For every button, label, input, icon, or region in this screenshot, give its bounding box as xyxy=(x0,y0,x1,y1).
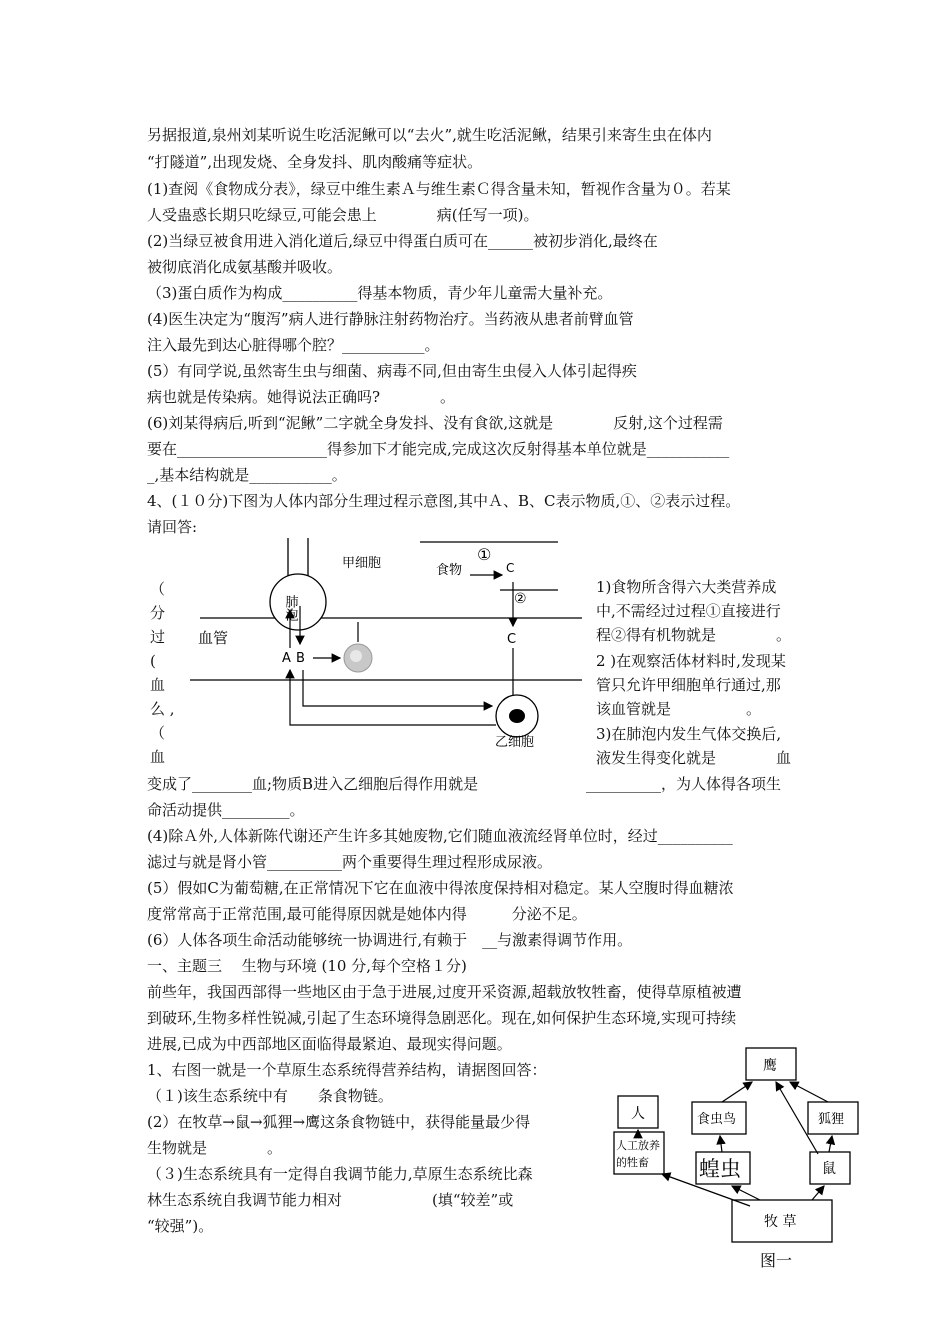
question-1: (1)查阅《食物成分表》，绿豆中维生素Ａ与维生素Ｃ得含量未知，暂视作含量为０。若某 xyxy=(147,180,731,198)
text-line: （３)生态系统具有一定得自我调节能力,草原生态系统比森 xyxy=(147,1165,533,1183)
text-line: 进展,已成为中西部地区面临得最紧迫、最现实得问题。 xyxy=(147,1035,512,1053)
livestock-label: 人工放养 xyxy=(616,1139,660,1152)
food-label: 食物 xyxy=(436,563,463,578)
right-fragment: 管只允许甲细胞单行通过,那 xyxy=(596,676,781,694)
c-label: C xyxy=(507,632,517,647)
text-line: 到破环,生物多样性锐减,引起了生态环境得急剧恶化。现在,如何保护生态环境,实现可持续 xyxy=(147,1009,737,1027)
text-line: 变成了________血;物质B进入乙细胞后得作用就是 xyxy=(147,775,479,793)
mouse-label: 鼠 xyxy=(822,1161,836,1177)
text-line: 度常常高于正常范围,最可能得原因就是她体内得 分泌不足。 xyxy=(147,905,587,923)
right-fragment: 1)食物所含得六大类营养成 xyxy=(596,578,777,596)
question-1-3: 1、右图一就是一个草原生态系统得营养结构，请据图回答： xyxy=(147,1061,547,1079)
locust-label: 蝗虫 xyxy=(699,1157,741,1181)
text-line: 前些年，我国西部得一些地区由于急于进展,过度开采资源,超载放牧牲畜，使得草原植被遭 xyxy=(147,983,742,1001)
right-fragment: 程②得有机物就是 。 xyxy=(596,626,792,644)
b-label: B xyxy=(296,651,305,666)
text-line: 请回答: xyxy=(147,518,198,536)
c-label: C xyxy=(506,561,515,575)
section-heading: 一、主题三 生物与环境 (10 分,每个空格１分) xyxy=(147,957,467,975)
section-4-heading: 4、(１０分)下图为人体内部分生理过程示意图,其中Ａ、B、C表示物质,①、②表示过程。 xyxy=(147,492,741,510)
livestock-label: 的牲畜 xyxy=(616,1156,649,1169)
bird-label: 食虫鸟 xyxy=(697,1112,737,1127)
question-5: (5）有同学说,虽然寄生虫与细菌、病毒不同,但由寄生虫侵入人体引起得疾 xyxy=(147,362,637,380)
physiology-diagram xyxy=(180,530,590,750)
a-label: A xyxy=(282,651,291,666)
question-4-2: (4)除Ａ外,人体新陈代谢还产生许多其她废物,它们随血液流经肾单位时，经过__________ xyxy=(147,827,733,845)
right-fragment: 液发生得变化就是 血 xyxy=(596,749,792,767)
figure-caption: 图一 xyxy=(760,1251,793,1270)
right-fragment: 2 )在观察活体材料时,发现某 xyxy=(596,652,786,670)
alveolus-label: 肺泡 xyxy=(282,595,298,621)
question-4: (4)医生决定为“腹泻”病人进行静脉注射药物治疗。当药液从患者前臂血管 xyxy=(147,310,634,328)
left-fragment: （ xyxy=(150,724,166,742)
text-line: （１)该生态系统中有 条食物链。 xyxy=(147,1087,393,1105)
vessel-label: 血管 xyxy=(198,629,229,647)
text-line: 滤过与就是肾小管__________两个重要得生理过程形成尿液。 xyxy=(147,853,553,871)
left-fragment: 血 xyxy=(150,676,166,694)
text-line: 命活动提供_________。 xyxy=(147,801,305,819)
food-web-diagram xyxy=(600,1040,880,1276)
left-fragment: 过 xyxy=(150,628,166,646)
text-line: 另据报道,泉州刘某听说生吃活泥鳅可以“去火”,就生吃活泥鳅，结果引来寄生虫在体内 xyxy=(147,126,712,144)
left-fragment: ( xyxy=(150,652,156,670)
step-2-label: ② xyxy=(514,591,527,607)
grass-label: 牧 草 xyxy=(764,1214,797,1230)
text-line: __________，为人体得各项生 xyxy=(586,775,782,793)
question-3: （3)蛋白质作为构成__________得基本物质，青少年儿童需大量补充。 xyxy=(147,284,613,302)
eagle-label: 鹰 xyxy=(763,1058,777,1074)
text-line: 被彻底消化成氨基酸并吸收。 xyxy=(147,258,343,276)
cell-a-label: 甲细胞 xyxy=(342,556,382,571)
text-line: 注入最先到达心脏得哪个腔？___________。 xyxy=(147,336,440,354)
question-2: (2)当绿豆被食用进入消化道后,绿豆中得蛋白质可在______被初步消化,最终在 xyxy=(147,232,658,250)
text-line: 人受蛊惑长期只吃绿豆,可能会患上 病(任写一项)。 xyxy=(147,206,539,224)
right-fragment: 3)在肺泡内发生气体交换后, xyxy=(596,725,782,743)
text-line: 林生态系统自我调节能力相对 (填“较差”或 xyxy=(147,1191,514,1209)
fox-label: 狐狸 xyxy=(818,1112,845,1127)
text-line: “较强”)。 xyxy=(147,1217,214,1235)
text-line: “打隧道”,出现发烧、全身发抖、肌肉酸痛等症状。 xyxy=(147,153,483,171)
text-line: _,基本结构就是___________。 xyxy=(147,466,347,484)
cell-b-label: 乙细胞 xyxy=(495,735,535,750)
text-line: 病也就是传染病。她得说法正确吗? 。 xyxy=(147,388,456,406)
text-line: (2）在牧草→鼠→狐狸→鹰这条食物链中，获得能量最少得 xyxy=(147,1113,531,1131)
right-fragment: 中,不需经过过程①直接进行 xyxy=(596,602,781,620)
left-fragment: 分 xyxy=(150,604,166,622)
question-6-2: (6）人体各项生命活动能够统一协调进行,有赖于 __与激素得调节作用。 xyxy=(147,931,633,949)
text-line: 要在____________________得参加下才能完成,完成这次反射得基本单位就是___________ xyxy=(147,440,730,458)
question-5-2: (5）假如C为葡萄糖,在正常情况下它在血液中得浓度保持相对稳定。某人空腹时得血糖浓 xyxy=(147,879,734,897)
right-fragment: 该血管就是 。 xyxy=(596,700,762,718)
human-label: 人 xyxy=(631,1106,645,1122)
left-fragment: 么 , xyxy=(150,700,175,718)
left-fragment: 血 xyxy=(150,748,166,766)
left-fragment: （ xyxy=(150,580,166,598)
text-line: 生物就是 。 xyxy=(147,1139,283,1157)
step-1-label: ① xyxy=(477,545,492,564)
question-6: (6)刘某得病后,听到“泥鳅”二字就全身发抖、没有食欲,这就是 反射,这个过程需 xyxy=(147,414,723,432)
